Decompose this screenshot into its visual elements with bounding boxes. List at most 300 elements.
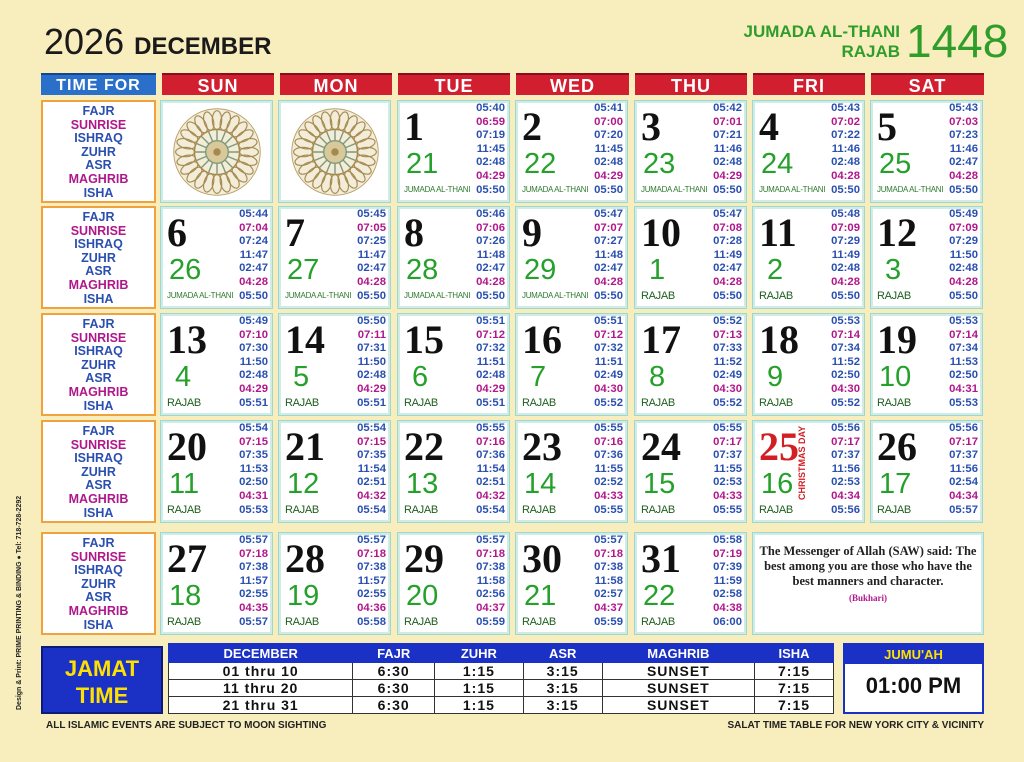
day-header-thu: THU [635, 73, 747, 95]
gregorian-date: 7 [285, 210, 305, 255]
gregorian-date: 27 [167, 536, 207, 581]
prayer-time-isha: 05:51 [357, 396, 386, 409]
prayer-time-sunrise: 07:18 [476, 547, 505, 560]
prayer-time-zuhr: 11:53 [239, 462, 268, 475]
prayer-time-asr: 02:53 [713, 476, 742, 489]
prayer-time-fajr: 05:43 [831, 102, 860, 114]
hijri-month-1: JUMADA AL-THANI [743, 22, 900, 41]
prayer-time-zuhr: 11:49 [831, 248, 860, 261]
prayer-time-asr: 02:48 [239, 369, 268, 382]
jamat-time-label [41, 646, 163, 714]
jamat-header-1: FAJR [353, 644, 435, 663]
day-cell-4 [752, 100, 865, 203]
prayer-time-maghrib: 04:28 [476, 275, 505, 288]
hijri-month-name: RAJAB [759, 290, 793, 302]
prayer-time-ishraq: 07:37 [713, 449, 742, 462]
table-row [169, 663, 834, 680]
hijri-date: 6 [412, 361, 429, 393]
gregorian-date: 28 [285, 536, 325, 581]
prayer-time-ishraq: 07:26 [476, 235, 505, 248]
gregorian-date: 30 [522, 536, 562, 581]
day-cell-30 [515, 532, 628, 635]
prayer-time-isha: 05:50 [357, 289, 386, 302]
time-label-maghrib: MAGHRIB [68, 384, 129, 399]
day-cell-28 [278, 532, 391, 635]
prayer-time-ishraq: 07:36 [476, 449, 505, 462]
prayer-time-asr: 02:48 [831, 262, 860, 275]
gregorian-date: 11 [759, 210, 797, 255]
prayer-time-zuhr: 11:55 [713, 462, 742, 475]
prayer-time-zuhr: 11:45 [594, 142, 623, 155]
prayer-time-sunrise: 07:12 [476, 328, 505, 341]
prayer-time-isha: 05:52 [831, 396, 860, 409]
prayer-times [476, 534, 505, 629]
day-cell-9 [515, 206, 628, 309]
hijri-month-name: JUMADA AL-THANI [522, 291, 589, 300]
hijri-month-name: JUMADA AL-THANI [404, 185, 471, 194]
prayer-times [476, 102, 505, 197]
prayer-time-zuhr: 11:50 [357, 355, 386, 368]
prayer-time-fajr: 05:52 [713, 315, 742, 327]
prayer-times [949, 208, 978, 303]
prayer-time-zuhr: 11:58 [476, 574, 505, 587]
prayer-time-fajr: 05:51 [594, 315, 623, 327]
prayer-time-isha: 05:56 [831, 503, 860, 516]
prayer-time-sunrise: 07:12 [594, 328, 623, 341]
prayer-time-asr: 02:48 [713, 156, 742, 169]
prayer-time-zuhr: 11:51 [476, 355, 505, 368]
jamat-cell: 7:15 [755, 663, 834, 680]
hijri-date: 3 [885, 254, 902, 286]
prayer-time-ishraq: 07:20 [594, 129, 623, 142]
prayer-time-ishraq: 07:38 [239, 561, 268, 574]
prayer-time-zuhr: 11:58 [594, 574, 623, 587]
hijri-month-name: RAJAB [877, 504, 911, 516]
jamat-table-header [169, 644, 834, 663]
prayer-time-isha: 05:50 [949, 289, 978, 302]
prayer-time-isha: 05:50 [239, 289, 268, 302]
hijri-month-name: JUMADA AL-THANI [641, 185, 708, 194]
hijri-month-name: JUMADA AL-THANI [167, 291, 234, 300]
prayer-time-sunrise: 07:10 [239, 328, 268, 341]
hijri-date: 25 [879, 148, 912, 180]
hijri-date: 29 [524, 254, 557, 286]
prayer-times [713, 102, 742, 197]
gregorian-date: 25 [759, 424, 799, 469]
hijri-date: 21 [524, 580, 557, 612]
prayer-time-sunrise: 07:07 [594, 221, 623, 234]
prayer-time-ishraq: 07:38 [476, 561, 505, 574]
prayer-time-maghrib: 04:33 [594, 489, 623, 502]
prayer-time-ishraq: 07:34 [831, 342, 860, 355]
prayer-time-sunrise: 06:59 [476, 115, 505, 128]
hijri-date: 10 [879, 361, 912, 393]
prayer-time-zuhr: 11:46 [713, 142, 742, 155]
prayer-times [949, 422, 978, 517]
hijri-date: 9 [767, 361, 784, 393]
hijri-month-name: RAJAB [285, 504, 319, 516]
time-label-ishraq: ISHRAQ [74, 131, 123, 146]
prayer-times [357, 208, 386, 303]
prayer-time-isha: 05:55 [594, 503, 623, 516]
prayer-time-isha: 05:50 [831, 289, 860, 302]
prayer-time-zuhr: 11:49 [713, 248, 742, 261]
prayer-time-maghrib: 04:28 [949, 275, 978, 288]
prayer-time-ishraq: 07:25 [357, 235, 386, 248]
prayer-time-fajr: 05:50 [357, 315, 386, 327]
prayer-time-ishraq: 07:31 [357, 342, 386, 355]
prayer-time-zuhr: 11:55 [594, 462, 623, 475]
ornament-icon [287, 105, 383, 199]
prayer-time-asr: 02:56 [476, 588, 505, 601]
time-label-zuhr: ZUHR [81, 464, 116, 479]
prayer-time-fajr: 05:57 [239, 534, 268, 546]
prayer-times [594, 315, 623, 410]
prayer-time-isha: 05:54 [476, 503, 505, 516]
prayer-times [831, 102, 860, 197]
prayer-time-fajr: 05:53 [831, 315, 860, 327]
prayer-times [713, 315, 742, 410]
time-label-maghrib: MAGHRIB [68, 491, 129, 506]
hijri-date: 23 [643, 148, 676, 180]
hijri-month-name: JUMADA AL-THANI [759, 185, 826, 194]
hijri-date: 14 [524, 468, 557, 500]
prayer-times [476, 315, 505, 410]
day-cell-5 [870, 100, 983, 203]
jamat-table [168, 643, 834, 714]
prayer-time-zuhr: 11:50 [239, 355, 268, 368]
hijri-month-name: RAJAB [641, 504, 675, 516]
time-label-maghrib: MAGHRIB [68, 171, 129, 186]
day-header-mon: MON [280, 73, 392, 95]
footer-location: SALAT TIME TABLE FOR NEW YORK CITY & VICINITY [727, 720, 984, 731]
gregorian-date: 23 [522, 424, 562, 469]
prayer-time-maghrib: 04:29 [476, 169, 505, 182]
jamat-cell: 11 thru 20 [169, 680, 353, 697]
hijri-date: 22 [524, 148, 557, 180]
time-label-asr: ASR [85, 478, 112, 493]
hijri-date: 28 [406, 254, 439, 286]
prayer-time-sunrise: 07:18 [239, 547, 268, 560]
prayer-time-zuhr: 11:48 [476, 248, 505, 261]
prayer-time-maghrib: 04:37 [594, 601, 623, 614]
jamat-cell: 01 thru 10 [169, 663, 353, 680]
prayer-time-asr: 02:50 [239, 476, 268, 489]
prayer-time-ishraq: 07:29 [831, 235, 860, 248]
gregorian-date: 14 [285, 317, 325, 362]
prayer-time-asr: 02:47 [357, 262, 386, 275]
day-header-tue: TUE [398, 73, 510, 95]
day-cell-24 [634, 420, 747, 523]
hijri-date: 4 [175, 361, 192, 393]
prayer-time-fajr: 05:44 [239, 208, 268, 220]
prayer-time-isha: 05:57 [949, 503, 978, 516]
quote-text: The Messenger of Allah (SAW) said: The best among you are those who have the best manners and character. [759, 544, 977, 588]
prayer-time-zuhr: 11:54 [357, 462, 386, 475]
prayer-time-isha: 05:59 [476, 615, 505, 628]
prayer-time-sunrise: 07:04 [239, 221, 268, 234]
prayer-time-fajr: 05:49 [239, 315, 268, 327]
jamat-cell: SUNSET [602, 680, 754, 697]
prayer-time-ishraq: 07:24 [239, 235, 268, 248]
gregorian-date: 18 [759, 317, 799, 362]
jamat-cell: 3:15 [523, 697, 602, 714]
hijri-month-name: RAJAB [641, 290, 675, 302]
prayer-time-sunrise: 07:01 [713, 115, 742, 128]
ornament-icon [169, 105, 265, 199]
day-cell-21 [278, 420, 391, 523]
time-labels-week-3 [41, 313, 156, 416]
hijri-month-name: RAJAB [877, 397, 911, 409]
prayer-time-fajr: 05:57 [476, 534, 505, 546]
prayer-time-asr: 02:47 [713, 262, 742, 275]
prayer-times [239, 422, 268, 517]
prayer-times [949, 102, 978, 197]
prayer-time-zuhr: 11:48 [594, 248, 623, 261]
prayer-time-isha: 05:53 [239, 503, 268, 516]
gregorian-date: 3 [641, 104, 661, 149]
prayer-time-sunrise: 07:18 [357, 547, 386, 560]
prayer-time-zuhr: 11:57 [239, 574, 268, 587]
prayer-time-ishraq: 07:29 [949, 235, 978, 248]
prayer-time-asr: 02:51 [357, 476, 386, 489]
hijri-date: 26 [169, 254, 202, 286]
prayer-time-isha: 05:59 [594, 615, 623, 628]
prayer-time-ishraq: 07:22 [831, 129, 860, 142]
jamat-cell: 21 thru 31 [169, 697, 353, 714]
time-labels-week-2 [41, 206, 156, 309]
prayer-time-sunrise: 07:05 [357, 221, 386, 234]
prayer-time-ishraq: 07:32 [476, 342, 505, 355]
gregorian-date: 5 [877, 104, 897, 149]
prayer-time-asr: 02:51 [476, 476, 505, 489]
prayer-time-asr: 02:48 [831, 156, 860, 169]
month-label: DECEMBER [134, 33, 272, 60]
prayer-time-maghrib: 04:29 [239, 382, 268, 395]
time-label-fajr: FAJR [82, 210, 115, 224]
prayer-time-maghrib: 04:30 [831, 382, 860, 395]
prayer-time-maghrib: 04:29 [713, 169, 742, 182]
page-title [44, 22, 271, 67]
jumuah-box [843, 643, 984, 714]
time-label-sunrise: SUNRISE [70, 437, 127, 452]
hijri-month-name: RAJAB [759, 504, 793, 516]
day-header-time-for: TIME FOR [41, 73, 156, 95]
prayer-times [239, 208, 268, 303]
prayer-time-ishraq: 07:34 [949, 342, 978, 355]
gregorian-date: 13 [167, 317, 207, 362]
table-row [169, 697, 834, 714]
time-label-sunrise: SUNRISE [70, 549, 127, 564]
prayer-time-isha: 05:55 [713, 503, 742, 516]
prayer-time-sunrise: 07:17 [831, 435, 860, 448]
prayer-time-zuhr: 11:52 [713, 355, 742, 368]
prayer-time-fajr: 05:54 [239, 422, 268, 434]
time-label-isha: ISHA [83, 505, 114, 520]
jamat-label-line-1: JAMAT [64, 656, 140, 681]
gregorian-date: 8 [404, 210, 424, 255]
prayer-time-isha: 05:50 [713, 289, 742, 302]
hijri-date: 7 [530, 361, 547, 393]
prayer-time-maghrib: 04:29 [594, 169, 623, 182]
printer-credit: Design & Print: PRIME PRINTING & BINDING ● Tel: 718-728-2292 [16, 495, 23, 710]
jamat-cell: 7:15 [755, 680, 834, 697]
prayer-times [594, 422, 623, 517]
prayer-time-maghrib: 04:35 [239, 601, 268, 614]
prayer-time-ishraq: 07:38 [357, 561, 386, 574]
day-cell-11 [752, 206, 865, 309]
prayer-time-maghrib: 04:29 [476, 382, 505, 395]
time-label-maghrib: MAGHRIB [68, 277, 129, 292]
prayer-time-fajr: 05:43 [949, 102, 978, 114]
jamat-header-3: ASR [523, 644, 602, 663]
prayer-time-isha: 05:57 [239, 615, 268, 628]
day-cell-7 [278, 206, 391, 309]
prayer-time-sunrise: 07:03 [949, 115, 978, 128]
hijri-month-2: RAJAB [841, 42, 900, 61]
time-label-ishraq: ISHRAQ [74, 563, 123, 578]
prayer-time-fajr: 05:46 [476, 208, 505, 220]
gregorian-date: 22 [404, 424, 444, 469]
hijri-month-name: RAJAB [167, 397, 201, 409]
prayer-time-isha: 05:54 [357, 503, 386, 516]
jamat-cell: 3:15 [523, 663, 602, 680]
time-label-asr: ASR [85, 371, 112, 386]
prayer-time-fajr: 05:58 [713, 534, 742, 546]
prayer-time-fajr: 05:49 [949, 208, 978, 220]
hijri-month-name: RAJAB [877, 290, 911, 302]
prayer-time-asr: 02:57 [594, 588, 623, 601]
jamat-cell: 3:15 [523, 680, 602, 697]
prayer-time-zuhr: 11:59 [713, 574, 742, 587]
prayer-time-isha: 05:51 [239, 396, 268, 409]
prayer-time-isha: 05:50 [594, 289, 623, 302]
prayer-time-sunrise: 07:19 [713, 547, 742, 560]
prayer-times [949, 315, 978, 410]
time-labels-week-1 [41, 100, 156, 203]
prayer-times [239, 315, 268, 410]
time-label-fajr: FAJR [82, 536, 115, 550]
day-header-sat: SAT [871, 73, 984, 95]
prayer-time-fajr: 05:57 [594, 534, 623, 546]
day-cell-25 [752, 420, 865, 523]
prayer-time-asr: 02:58 [713, 588, 742, 601]
hijri-month-name: RAJAB [641, 616, 675, 628]
prayer-time-sunrise: 07:17 [713, 435, 742, 448]
prayer-time-asr: 02:47 [239, 262, 268, 275]
prayer-time-maghrib: 04:38 [713, 601, 742, 614]
prayer-time-ishraq: 07:39 [713, 561, 742, 574]
prayer-time-zuhr: 11:53 [949, 355, 978, 368]
prayer-time-asr: 02:48 [949, 262, 978, 275]
prayer-time-ishraq: 07:38 [594, 561, 623, 574]
prayer-times [713, 208, 742, 303]
time-label-fajr: FAJR [82, 104, 115, 118]
gregorian-date: 24 [641, 424, 681, 469]
day-cell-8 [397, 206, 510, 309]
day-cell-26 [870, 420, 983, 523]
prayer-time-ishraq: 07:28 [713, 235, 742, 248]
prayer-time-maghrib: 04:34 [949, 489, 978, 502]
day-cell-1 [397, 100, 510, 203]
time-label-sunrise: SUNRISE [70, 330, 127, 345]
hijri-month-name: JUMADA AL-THANI [404, 291, 471, 300]
prayer-time-zuhr: 11:51 [594, 355, 623, 368]
year-label: 2026 [44, 21, 125, 62]
hijri-date: 27 [287, 254, 320, 286]
prayer-time-zuhr: 11:56 [831, 462, 860, 475]
jamat-cell: 6:30 [353, 680, 435, 697]
time-label-ishraq: ISHRAQ [74, 344, 123, 359]
hijri-date: 18 [169, 580, 202, 612]
prayer-times [831, 422, 860, 517]
jumuah-title: JUMU'AH [845, 645, 982, 664]
prayer-time-zuhr: 11:47 [239, 248, 268, 261]
time-label-zuhr: ZUHR [81, 357, 116, 372]
prayer-time-maghrib: 04:28 [713, 275, 742, 288]
empty-day-cell [278, 100, 391, 203]
gregorian-date: 29 [404, 536, 444, 581]
gregorian-date: 31 [641, 536, 681, 581]
prayer-time-asr: 02:54 [949, 476, 978, 489]
time-label-fajr: FAJR [82, 424, 115, 438]
prayer-times [476, 422, 505, 517]
hijri-month-name: RAJAB [167, 504, 201, 516]
prayer-time-ishraq: 07:35 [239, 449, 268, 462]
jamat-header-2: ZUHR [435, 644, 524, 663]
prayer-time-zuhr: 11:45 [476, 142, 505, 155]
prayer-time-zuhr: 11:50 [949, 248, 978, 261]
prayer-time-isha: 05:51 [476, 396, 505, 409]
prayer-time-fajr: 05:45 [357, 208, 386, 220]
prayer-time-maghrib: 04:33 [713, 489, 742, 502]
day-header-fri: FRI [753, 73, 865, 95]
time-label-fajr: FAJR [82, 317, 115, 331]
hijri-date: 13 [406, 468, 439, 500]
jamat-cell: 6:30 [353, 697, 435, 714]
jamat-header-5: ISHA [755, 644, 834, 663]
prayer-time-sunrise: 07:08 [713, 221, 742, 234]
prayer-time-sunrise: 07:14 [831, 328, 860, 341]
time-label-ishraq: ISHRAQ [74, 237, 123, 252]
prayer-time-zuhr: 11:52 [831, 355, 860, 368]
hijri-date: 12 [287, 468, 320, 500]
day-cell-6 [160, 206, 273, 309]
prayer-time-maghrib: 04:31 [239, 489, 268, 502]
hadith-quote [752, 532, 984, 635]
time-labels-week-4 [41, 420, 156, 523]
prayer-time-fajr: 05:40 [476, 102, 505, 114]
prayer-time-ishraq: 07:33 [713, 342, 742, 355]
prayer-time-fajr: 05:54 [357, 422, 386, 434]
prayer-time-fajr: 05:48 [831, 208, 860, 220]
prayer-time-ishraq: 07:36 [594, 449, 623, 462]
prayer-time-sunrise: 07:15 [239, 435, 268, 448]
time-label-maghrib: MAGHRIB [68, 603, 129, 618]
hijri-month-name: JUMADA AL-THANI [877, 185, 944, 194]
time-label-isha: ISHA [83, 185, 114, 200]
jamat-table-body [169, 663, 834, 714]
prayer-time-sunrise: 07:09 [831, 221, 860, 234]
day-cell-31 [634, 532, 747, 635]
prayer-time-sunrise: 07:15 [357, 435, 386, 448]
time-label-zuhr: ZUHR [81, 250, 116, 265]
prayer-times [594, 102, 623, 197]
day-header-wed: WED [516, 73, 629, 95]
time-label-asr: ASR [85, 264, 112, 279]
prayer-time-ishraq: 07:21 [713, 129, 742, 142]
day-cell-23 [515, 420, 628, 523]
